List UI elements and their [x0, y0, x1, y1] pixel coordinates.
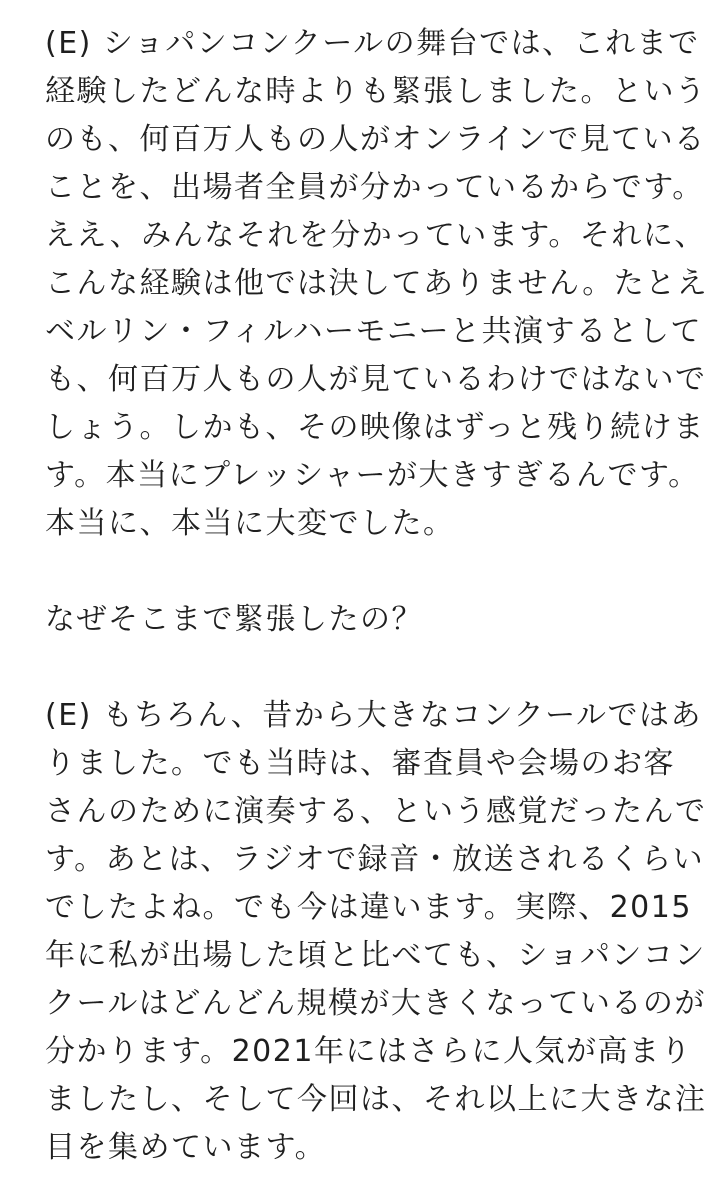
- text-line: (E) もちろん、昔から大きなコンクールではあ: [45, 698, 702, 733]
- article-text: [45, 20, 709, 1172]
- text-line: こんな経験は他では決してありません。たとえ: [45, 266, 709, 301]
- text-line: (E) ショパンコンクールの舞台では、これまで: [45, 26, 700, 61]
- paragraph-1: [45, 20, 709, 548]
- text-line: しょう。しかも、その映像はずっと残り続けま: [45, 410, 705, 445]
- text-line: 年に私が出場した頃と比べても、ショパンコン: [45, 938, 706, 973]
- text-line: ベルリン・フィルハーモニーと共演するとして: [45, 314, 702, 349]
- text-line: す。本当にプレッシャーが大きすぎるんです。: [45, 458, 700, 493]
- text-line: 目を集めています。: [45, 1130, 327, 1165]
- paragraph-spacer: [45, 548, 685, 596]
- text-line: 本当に、本当に大変でした。: [45, 506, 455, 541]
- paragraph-3: [45, 692, 707, 1172]
- text-line: のも、何百万人もの人がオンラインで見ている: [45, 122, 706, 157]
- text-line: りました。でも当時は、審査員や会場のお客: [45, 746, 675, 781]
- question-paragraph: [45, 596, 685, 644]
- text-line: す。あとは、ラジオで録音・放送されるくらい: [45, 842, 705, 877]
- text-line: 経験したどんな時よりも緊張しました。という: [45, 74, 707, 109]
- text-line: クールはどんどん規模が大きくなっているのが: [45, 986, 706, 1021]
- text-line: ましたし、そして今回は、それ以上に大きな注: [45, 1082, 707, 1117]
- text-line: 分かります。2021年にはさらに人気が高まり: [45, 1034, 692, 1069]
- text-line: さんのために演奏する、という感覚だったんで: [45, 794, 707, 829]
- text-line: でしたよね。でも今は違います。実際、2015: [45, 890, 692, 925]
- text-line: ことを、出場者全員が分かっているからです。: [45, 170, 704, 205]
- paragraph-spacer: [45, 644, 685, 692]
- question-line: なぜそこまで緊張したの？: [45, 602, 423, 637]
- text-line: ええ、みんなそれを分かっています。それに、: [45, 218, 706, 253]
- text-line: も、何百万人もの人が見ているわけではないで: [45, 362, 707, 397]
